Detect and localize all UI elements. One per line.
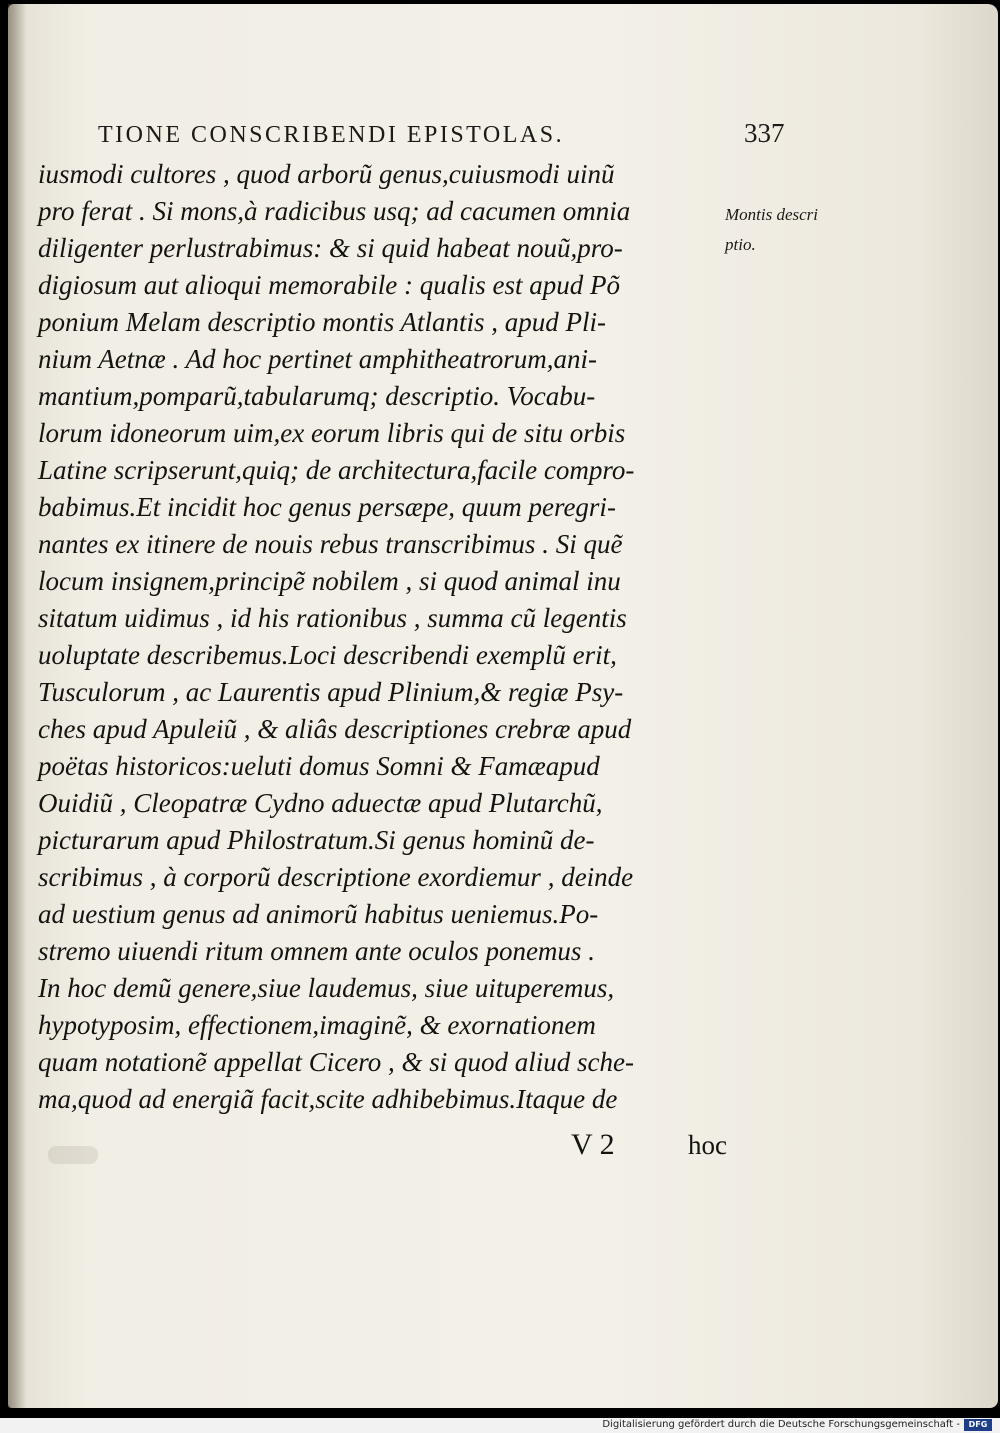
text-line: locum insignem,principẽ nobilem , si quod animal inu <box>38 566 621 596</box>
text-line: iusmodi cultores , quod arborũ genus,cuiusmodi uinũ <box>38 159 615 189</box>
text-line: picturarum apud Philostratum.Si genus hominũ de- <box>38 825 595 855</box>
text-line: ma,quod ad energiã facit,scite adhibebimus.Itaque de <box>38 1084 618 1114</box>
text-line: pro ferat . Si mons,à radicibus usq; ad cacumen omnia <box>38 196 631 226</box>
text-line: lorum idoneorum uim,ex eorum libris qui de situ orbis <box>38 418 626 448</box>
text-line: poëtas historicos:ueluti domus Somni & Famæapud <box>38 751 600 781</box>
marginal-note-line: Montis descri <box>725 205 819 224</box>
credit-bar <box>0 1418 1000 1433</box>
text-line: babimus.Et incidit hoc genus persæpe, quum peregri- <box>38 492 616 522</box>
running-head <box>98 114 788 154</box>
ink-smudge <box>48 1146 98 1164</box>
credit-text: Digitalisierung gefördert durch die Deutsche Forschungsgemeinschaft - <box>602 1419 960 1430</box>
text-line: hypotyposim, effectionem,imaginẽ, & exornationem <box>38 1010 596 1040</box>
text-line: digiosum aut alioqui memorabile : qualis est apud Põ <box>38 270 620 300</box>
text-line: Ouidiũ , Cleopatræ Cydno aduectæ apud Plutarchũ, <box>38 788 603 818</box>
text-line: sitatum uidimus , id his rationibus , summa cũ legentis <box>38 603 627 633</box>
page-number: 337 <box>744 118 785 148</box>
text-line: nium Aetnæ . Ad hoc pertinet amphitheatrorum,ani- <box>38 344 597 374</box>
text-line: uoluptate describemus.Loci describendi exemplũ erit, <box>38 640 617 670</box>
book-page <box>8 4 998 1408</box>
body-text <box>38 156 748 1118</box>
running-head-title: TIONE CONSCRIBENDI EPISTOLAS. <box>98 122 565 148</box>
marginal-note-line: ptio. <box>725 235 756 254</box>
signature-mark: V 2 <box>571 1128 615 1161</box>
text-line: ad uestium genus ad animorũ habitus ueniemus.Po- <box>38 899 599 929</box>
catchword: hoc <box>688 1130 727 1160</box>
dfg-logo: DFG <box>964 1419 992 1431</box>
text-line: nantes ex itinere de nouis rebus transcribimus . Si quẽ <box>38 529 623 559</box>
text-line: quam notationẽ appellat Cicero , & si quod aliud sche- <box>38 1047 634 1077</box>
text-line: scribimus , à corporũ descriptione exordiemur , deinde <box>38 862 634 892</box>
text-line: ches apud Apuleiũ , & aliâs descriptiones crebræ apud <box>38 714 632 744</box>
text-line: Tusculorum , ac Laurentis apud Plinium,& regiæ Psy- <box>38 677 624 707</box>
text-line: In hoc demũ genere,siue laudemus, siue uituperemus, <box>38 973 615 1003</box>
marginal-note <box>725 200 818 260</box>
text-line: mantium,pomparũ,tabularumq; descriptio. Vocabu- <box>38 381 596 411</box>
text-line: stremo uiuendi ritum omnem ante oculos ponemus . <box>38 936 595 966</box>
text-line: Latine scripserunt,quiq; de architectura,facile compro- <box>38 455 635 485</box>
text-line: ponium Melam descriptio montis Atlantis , apud Pli- <box>38 307 606 337</box>
text-line: diligenter perlustrabimus: & si quid habeat nouũ,pro- <box>38 233 623 263</box>
